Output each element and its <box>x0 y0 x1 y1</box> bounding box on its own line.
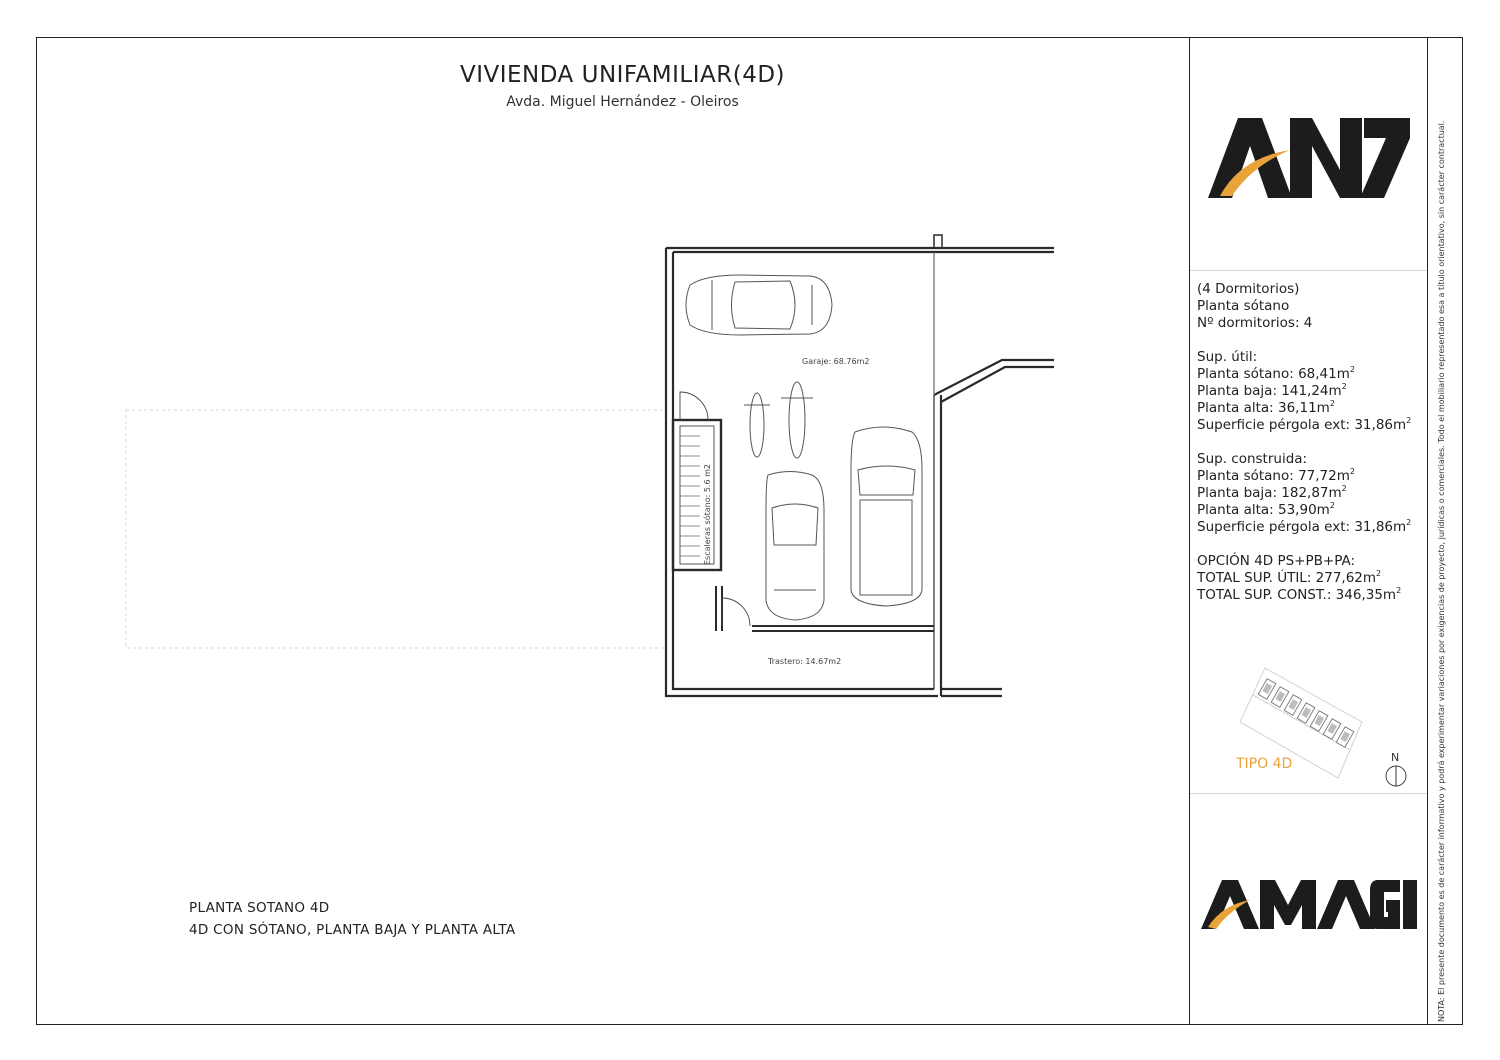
useful-area-row: Superficie pérgola ext: $31,86m^2$ <box>1197 416 1412 433</box>
motorbikes <box>744 382 813 458</box>
total-useful-area: TOTAL SUP. ÚTIL: $277,62m^2$ <box>1197 569 1382 586</box>
total-built-area: TOTAL SUP. CONST.: $346,35m^2$ <box>1197 586 1402 603</box>
car-middle <box>766 472 824 621</box>
info-block <box>1197 281 1411 604</box>
plan-caption-title: PLANTA SOTANO 4D <box>189 900 330 916</box>
useful-area-heading: Sup. útil: <box>1197 349 1258 365</box>
option-label: OPCIÓN 4D PS+PB+PA: <box>1197 553 1356 569</box>
built-area-row: Planta baja: $182,87m^2$ <box>1197 484 1347 501</box>
adjacent-outline <box>126 410 666 648</box>
bedroom-count: Nº dormitorios: 4 <box>1197 315 1313 331</box>
useful-area-row: Planta alta: $36,11m^2$ <box>1197 399 1335 416</box>
built-area-row: Planta sótano: $77,72m^2$ <box>1197 467 1355 484</box>
car-top <box>686 275 832 335</box>
disclaimer-note: NOTA: El presente documento es de carácter informativo y podrá experimentar variaciones por exigencias de proyecto, jurídicas o comerciales. Todo el mobiliario representado esa a título orientativo, sin carácter contractual. <box>1437 120 1446 1022</box>
staircase <box>673 420 721 570</box>
built-area-heading: Sup. construida: <box>1197 451 1308 467</box>
floor-name: Planta sótano <box>1197 298 1290 314</box>
built-area-row: Planta alta: $53,90m^2$ <box>1197 501 1335 518</box>
page-title: VIVIENDA UNIFAMILIAR(4D) <box>459 62 786 88</box>
stairs-label: Escaleras sótano: 5.6 m2 <box>703 463 712 565</box>
useful-area-row: Planta sótano: $68,41m^2$ <box>1197 365 1355 382</box>
plan-caption-subtitle: 4D CON SÓTANO, PLANTA BAJA Y PLANTA ALTA <box>189 922 516 938</box>
key-plan-label: TIPO 4D <box>1236 756 1293 772</box>
car-right <box>851 427 922 606</box>
garage-label: Garaje: 68.76m2 <box>802 357 870 366</box>
useful-area-row: Planta baja: $141,24m^2$ <box>1197 382 1347 399</box>
storage-label: Trastero: 14.67m2 <box>768 657 842 666</box>
dwelling-type: (4 Dormitorios) <box>1197 281 1300 297</box>
page-subtitle: Avda. Miguel Hernández - Oleiros <box>506 94 739 110</box>
built-area-row: Superficie pérgola ext: $31,86m^2$ <box>1197 518 1412 535</box>
storage-partition <box>716 586 934 631</box>
north-label: N <box>1391 751 1400 764</box>
